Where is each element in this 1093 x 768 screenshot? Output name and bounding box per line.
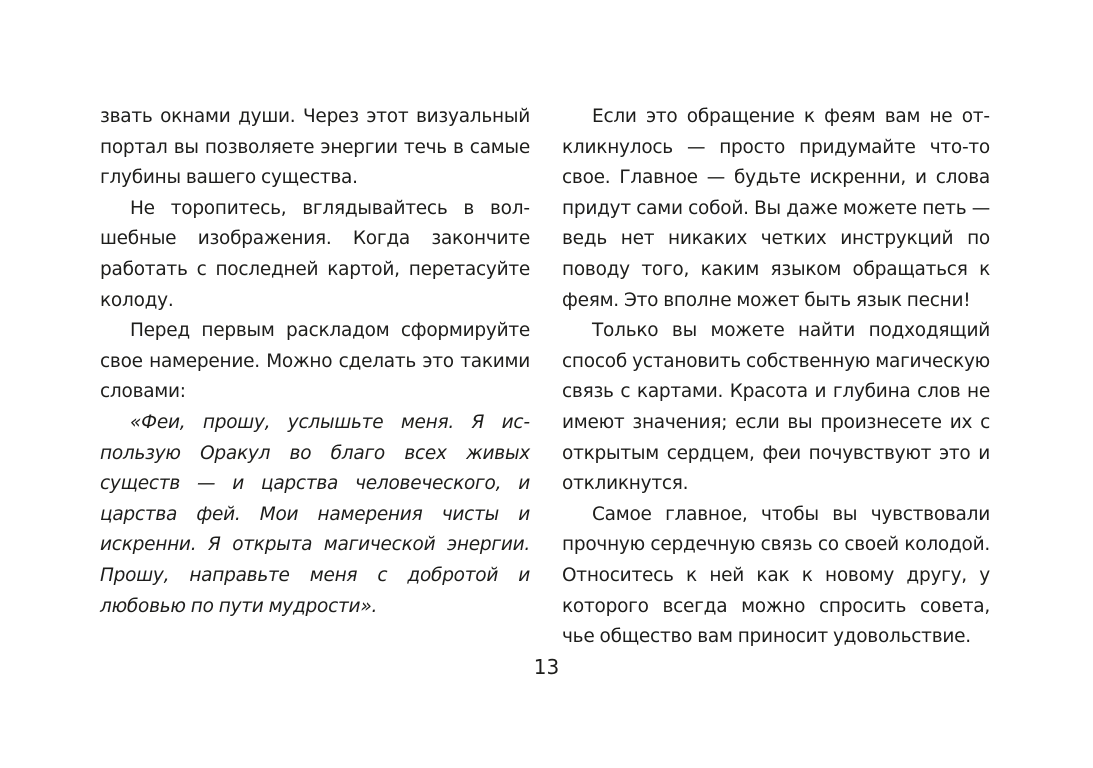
paragraph-own-words: Если это обращение к феям вам не откликнулось — просто придумайте что-то свое. Главное — будьте искренни, и слова придут сами собой. Вы даже можете петь — ведь нет никаких четких инструкций по поводу того, каким языком обращаться к феям. Это вполне может быть язык песни! [562,106,990,311]
paragraph-continuation: звать окнами души. Через этот визуальный портал вы позволяете энергии течь в самые глубины вашего существа. [100,106,530,189]
fairy-invocation-quote: «Феи, прошу, услышьте меня. Я использую Оракул во благо всех живых существ — и царства человеческого, и царства фей. Мои намерения чисты и искренни. Я открыта магической энергии. Прошу, направьте меня с добротой и любовью по пути мудрости». [100,411,530,617]
paragraph-magic-connection: Только вы можете найти подходящий способ установить собственную магическую связь с картами. Красота и глубина слов не имеют значения; если вы произнесете их с открытым сердцем, феи почувствуют это и откликнутся. [562,320,990,495]
page-number: 13 [533,655,560,679]
right-column [562,102,990,653]
paragraph-heart-connection: Самое главное, чтобы вы чувствовали прочную сердечную связь со своей колодой. Относитесь к ней как к новому другу, у которого всегда можно спросить совета, чье общество вам приносит удовольствие. [562,503,990,648]
left-column [100,102,530,622]
paragraph-dont-rush: Не торопитесь, вглядывайтесь в волшебные изображения. Когда закончите работать с последней картой, перетасуйте колоду. [100,197,530,311]
paragraph-intention: Перед первым раскладом сформируйте свое намерение. Можно сделать это такими словами: [100,320,530,403]
